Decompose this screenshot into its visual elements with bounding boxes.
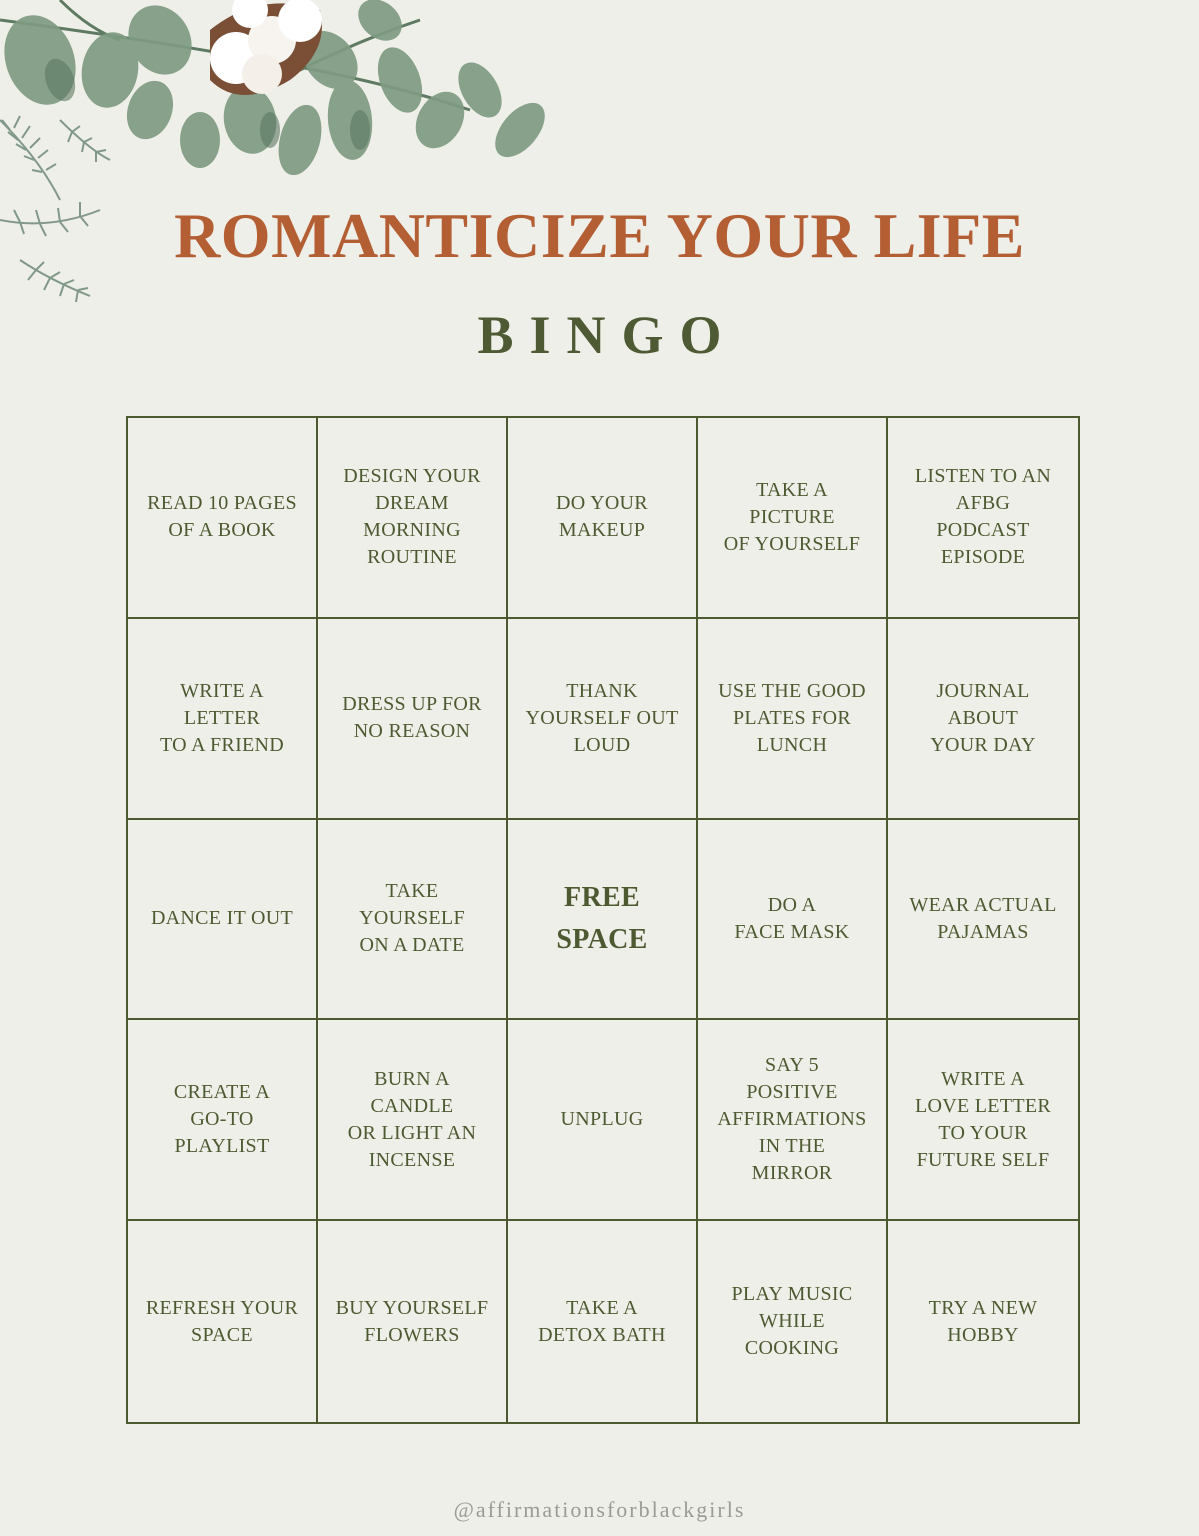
page-title: ROMANTICIZE YOUR LIFE xyxy=(174,200,1025,271)
bingo-cell: REFRESH YOUR SPACE xyxy=(128,1221,318,1422)
bingo-cell: PLAY MUSIC WHILE COOKING xyxy=(698,1221,888,1422)
bingo-grid xyxy=(126,416,1080,1424)
bingo-cell: DO A FACE MASK xyxy=(698,820,888,1021)
bingo-cell: WEAR ACTUAL PAJAMAS xyxy=(888,820,1078,1021)
bingo-cell: SAY 5 POSITIVE AFFIRMATIONS IN THE MIRROR xyxy=(698,1020,888,1221)
bingo-cell: CREATE A GO-TO PLAYLIST xyxy=(128,1020,318,1221)
bingo-cell: BURN A CANDLE OR LIGHT AN INCENSE xyxy=(318,1020,508,1221)
bingo-cell: READ 10 PAGES OF A BOOK xyxy=(128,418,318,619)
page-subtitle: BINGO xyxy=(477,305,738,365)
free-space-cell: FREE SPACE xyxy=(508,820,698,1021)
bingo-cell: DRESS UP FOR NO REASON xyxy=(318,619,508,820)
bingo-cell: DESIGN YOUR DREAM MORNING ROUTINE xyxy=(318,418,508,619)
bingo-cell: USE THE GOOD PLATES FOR LUNCH xyxy=(698,619,888,820)
bingo-cell: LISTEN TO AN AFBG PODCAST EPISODE xyxy=(888,418,1078,619)
bingo-cell: WRITE A LOVE LETTER TO YOUR FUTURE SELF xyxy=(888,1020,1078,1221)
bingo-cell: UNPLUG xyxy=(508,1020,698,1221)
bingo-cell: TAKE YOURSELF ON A DATE xyxy=(318,820,508,1021)
bingo-cell: BUY YOURSELF FLOWERS xyxy=(318,1221,508,1422)
bingo-cell: DANCE IT OUT xyxy=(128,820,318,1021)
bingo-cell: TAKE A PICTURE OF YOURSELF xyxy=(698,418,888,619)
bingo-cell: TRY A NEW HOBBY xyxy=(928,1296,1038,1346)
bingo-cell: TAKE A DETOX BATH xyxy=(508,1221,698,1422)
bingo-cell: JOURNAL ABOUT YOUR DAY xyxy=(888,619,1078,820)
bingo-cell: THANK YOURSELF OUT LOUD xyxy=(508,619,698,820)
social-handle: @affirmationsforblackgirls xyxy=(453,1497,746,1522)
bingo-cell: DO YOUR MAKEUP xyxy=(508,418,698,619)
bingo-cell: WRITE A LETTER TO A FRIEND xyxy=(128,619,318,820)
